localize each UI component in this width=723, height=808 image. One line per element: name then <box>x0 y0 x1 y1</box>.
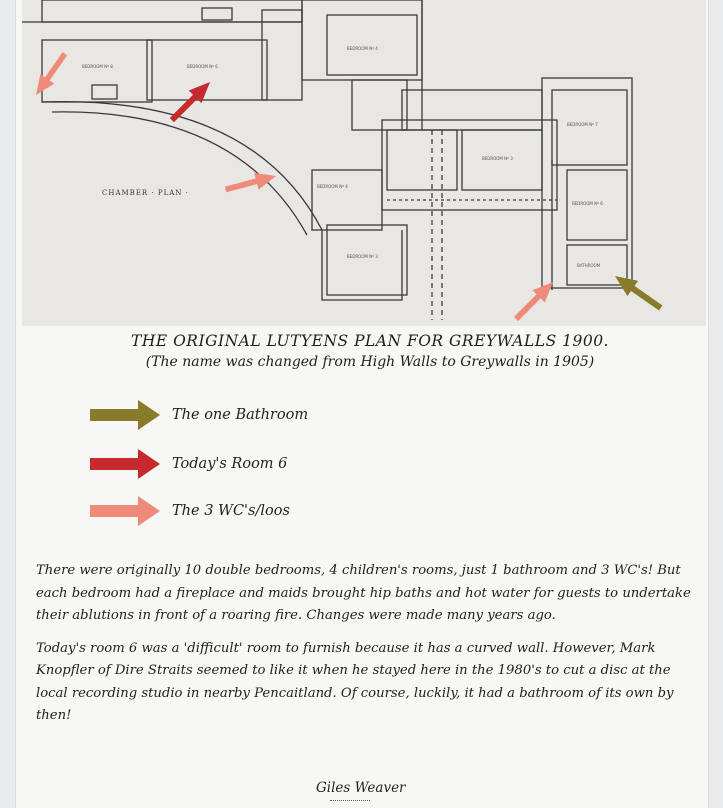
wc-arrow-1 <box>29 49 72 100</box>
floor-plan-drawing <box>22 0 706 326</box>
paragraph-2: Today's room 6 was a 'difficult' room to furnish because it has a curved wall. However, Mark Knopfler of Dire Straits seemed to like it when he stayed here in the 1980's to cut a disc at the local recording studio in nearby Pencaitland. Of course, luckily, it had a bathroom of its own by then! <box>36 640 674 723</box>
signature-line <box>330 800 370 807</box>
legend-item-room6 <box>90 449 287 479</box>
room6-arrow <box>165 76 216 127</box>
chamber-plan-label: CHAMBER · PLAN · <box>102 189 189 197</box>
svg-text:BEDROOM Nº 3: BEDROOM Nº 3 <box>482 156 513 161</box>
svg-text:BATHROOM: BATHROOM <box>577 263 601 268</box>
legend-label: The one Bathroom <box>172 407 309 423</box>
body-text <box>36 560 692 738</box>
svg-text:BEDROOM Nº 4: BEDROOM Nº 4 <box>347 46 378 51</box>
plan-caption <box>40 332 700 370</box>
arrow-icon <box>90 496 160 526</box>
arrow-icon <box>90 400 160 430</box>
svg-text:BEDROOM Nº 3: BEDROOM Nº 3 <box>347 254 378 259</box>
floor-plan-image <box>22 0 706 326</box>
arrow-icon <box>90 449 160 479</box>
caption-title: THE ORIGINAL LUTYENS PLAN FOR GREYWALLS 1900. <box>130 332 609 350</box>
signature-name: Giles Weaver <box>316 780 406 796</box>
wc-arrow-3 <box>510 276 559 325</box>
paragraph-1: There were originally 10 double bedrooms, 4 children's rooms, just 1 bathroom and 3 WC's! But each bedroom had a fireplace and maids brought hip baths and hot water for guests to undertake their ablutions in front of a roaring fire. Changes were made many years ago. <box>36 563 691 623</box>
svg-text:BEDROOM Nº 6: BEDROOM Nº 6 <box>572 201 603 206</box>
caption-subtitle: (The name was changed from High Walls to Greywalls in 1905) <box>145 354 595 370</box>
svg-text:BEDROOM Nº 6: BEDROOM Nº 6 <box>187 64 218 69</box>
legend-item-wc <box>90 496 290 526</box>
legend-label: The 3 WC's/loos <box>172 503 290 519</box>
bathroom-arrow <box>610 268 666 315</box>
svg-text:BEDROOM Nº 4: BEDROOM Nº 4 <box>317 184 348 189</box>
legend-item-bathroom <box>90 400 308 430</box>
wc-arrow-2 <box>223 168 278 198</box>
svg-text:BEDROOM Nº 7: BEDROOM Nº 7 <box>567 122 598 127</box>
legend-label: Today's Room 6 <box>172 456 288 472</box>
svg-text:BEDROOM Nº 8: BEDROOM Nº 8 <box>82 64 113 69</box>
